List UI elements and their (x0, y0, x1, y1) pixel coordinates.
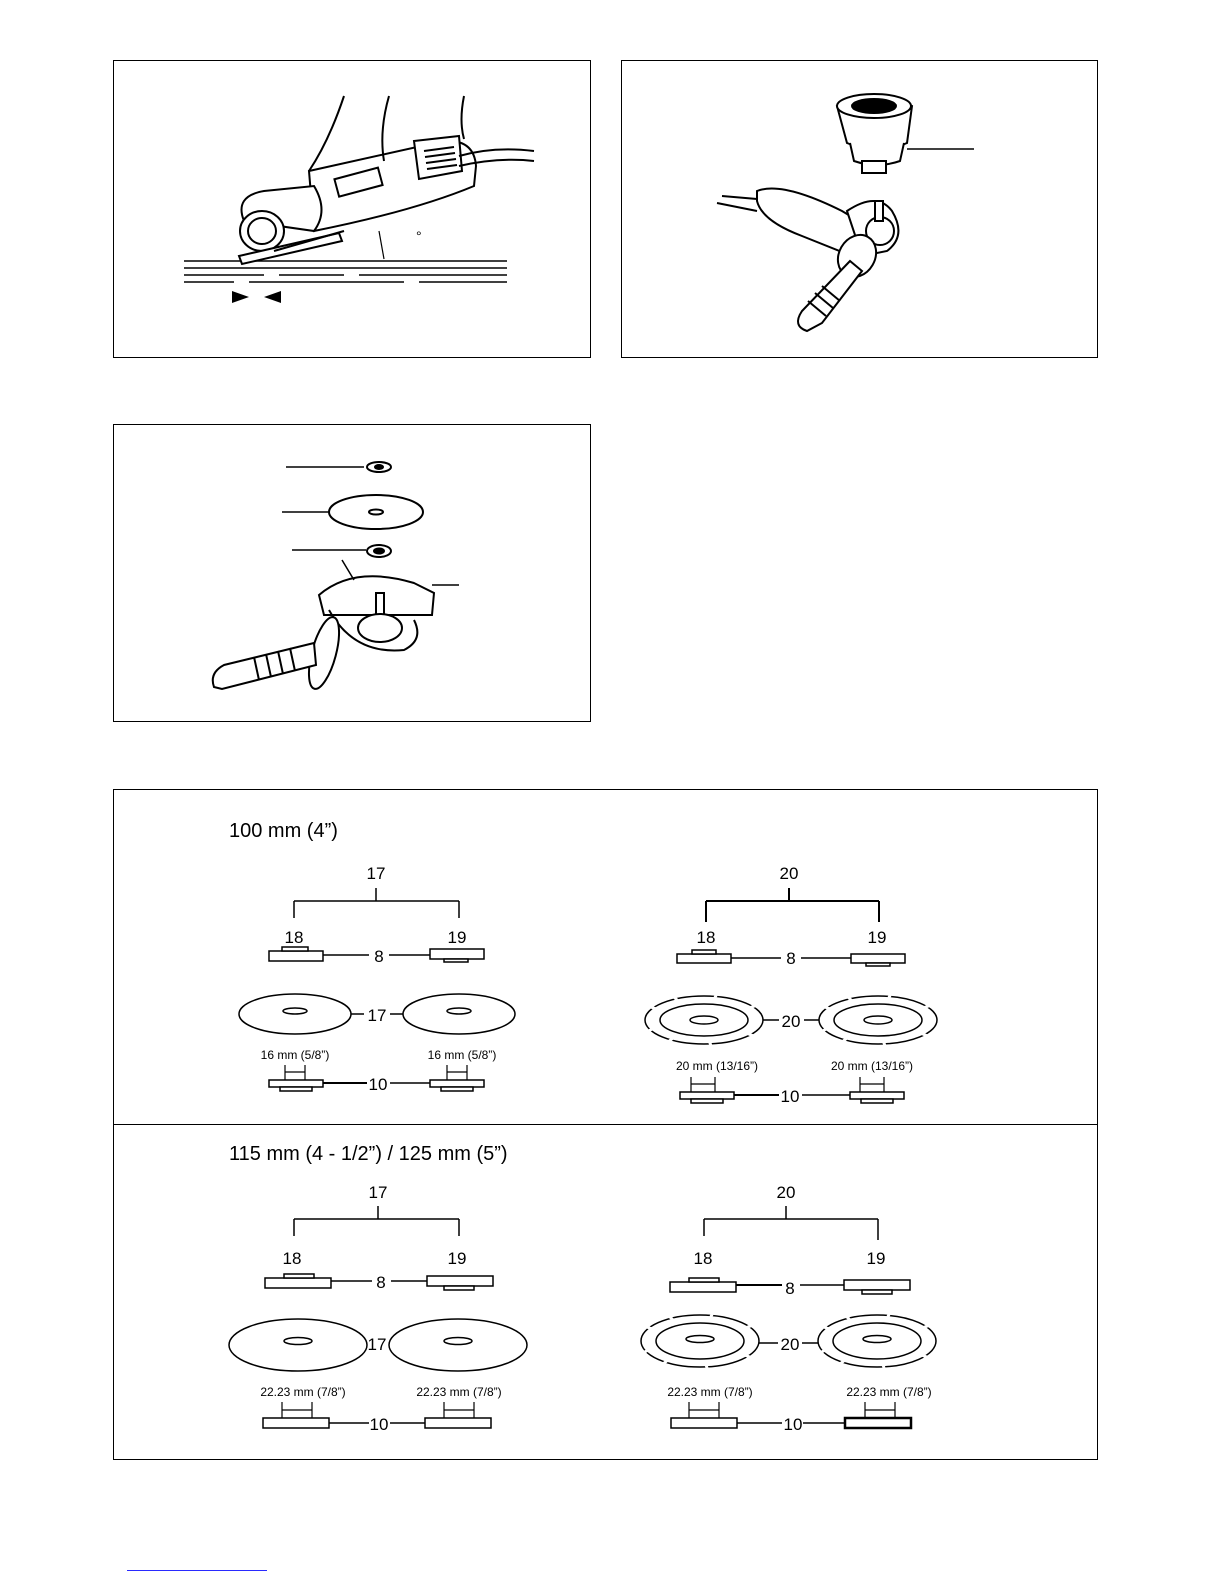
section-100-title: 100 mm (4”) (229, 820, 338, 842)
bore-size-left: 20 mm (13/16”) (675, 1059, 759, 1073)
label-20-group: 20 (779, 864, 799, 883)
figure-wire-cup-brush (621, 60, 1098, 358)
label-10: 10 (783, 1415, 803, 1434)
label-17-group: 17 (368, 1183, 388, 1202)
label-19: 19 (866, 1249, 886, 1268)
label-18: 18 (284, 928, 304, 947)
inner-flange (430, 1080, 484, 1087)
flange-18 (677, 954, 731, 963)
label-18: 18 (693, 1249, 713, 1268)
label-20-wheel: 20 (780, 1335, 800, 1354)
label-10: 10 (780, 1087, 800, 1106)
label-19: 19 (447, 928, 467, 947)
label-20-wheel: 20 (781, 1012, 801, 1031)
inner-flange (269, 1080, 323, 1087)
flange-19 (844, 1280, 910, 1290)
inner-flange (425, 1418, 491, 1428)
bore-size-left: 22.23 mm (7/8”) (260, 1385, 346, 1399)
label-18: 18 (696, 928, 716, 947)
grinding-illustration (114, 61, 592, 359)
flange-18 (670, 1282, 736, 1292)
label-17-group: 17 (366, 864, 386, 883)
figure-wheel-mounting (113, 424, 591, 722)
label-10: 10 (368, 1075, 388, 1094)
wheel-flange-combination-table (113, 789, 1098, 1460)
flange-18 (269, 951, 323, 961)
label-8: 8 (376, 1273, 386, 1292)
bore-size-right: 22.23 mm (7/8”) (416, 1385, 502, 1399)
flange-19 (427, 1276, 493, 1286)
bore-size-left: 16 mm (5/8”) (260, 1048, 330, 1062)
wire-brush-illustration (622, 61, 1099, 359)
wheel-mounting-illustration (114, 425, 592, 723)
flange-19 (851, 954, 905, 963)
section-115-title: 115 mm (4 - 1/2”) / 125 mm (5”) (229, 1143, 508, 1165)
label-8: 8 (785, 1279, 795, 1298)
inner-flange (845, 1418, 911, 1428)
direction-arrows (202, 291, 311, 303)
bore-size-right: 20 mm (13/16”) (830, 1059, 914, 1073)
inner-flange (680, 1092, 734, 1099)
label-17-wheel: 17 (367, 1335, 387, 1354)
angle-degree-label: ° (416, 228, 422, 244)
figure-grinding-angle (113, 60, 591, 358)
flange-18 (265, 1278, 331, 1288)
bore-size-right: 16 mm (5/8”) (427, 1048, 497, 1062)
inner-flange (263, 1418, 329, 1428)
label-17-wheel: 17 (367, 1006, 387, 1025)
combination-diagram (114, 790, 1099, 1461)
inner-flange (850, 1092, 904, 1099)
label-18: 18 (282, 1249, 302, 1268)
label-8: 8 (786, 949, 796, 968)
flange-19 (430, 949, 484, 959)
label-20-group: 20 (776, 1183, 796, 1202)
footer-rule (127, 1570, 267, 1571)
label-10: 10 (369, 1415, 389, 1434)
inner-flange (671, 1418, 737, 1428)
label-19: 19 (867, 928, 887, 947)
bore-size-left: 22.23 mm (7/8”) (667, 1385, 753, 1399)
label-8: 8 (374, 947, 384, 966)
bore-size-right: 22.23 mm (7/8”) (846, 1385, 932, 1399)
label-19: 19 (447, 1249, 467, 1268)
